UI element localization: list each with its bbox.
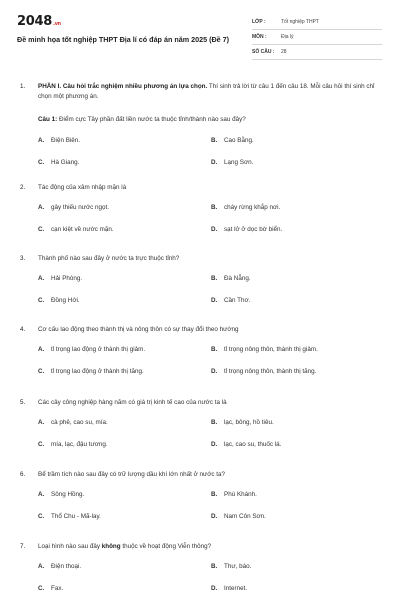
site-logo[interactable]: 2048.vn bbox=[17, 14, 61, 29]
question-block-6 bbox=[20, 470, 385, 528]
option-a[interactable]: A. Hải Phòng. bbox=[38, 275, 83, 282]
answer-options bbox=[38, 484, 385, 528]
question-text: Bể trầm tích nào sau đây có trữ lượng dầu khí lớn nhất ở nước ta? bbox=[38, 471, 226, 478]
question-block-1 bbox=[20, 82, 385, 174]
question-text: Thành phố nào sau đây ở nước ta trực thuộc tỉnh? bbox=[38, 255, 180, 262]
question-stem bbox=[20, 254, 385, 264]
question-block-7 bbox=[20, 542, 385, 600]
option-a[interactable]: A. gây thiếu nước ngọt. bbox=[38, 204, 110, 211]
question-block-2 bbox=[20, 183, 385, 241]
option-d[interactable]: D. tỉ trọng nông thôn, thành thị tăng. bbox=[211, 368, 317, 375]
question-block-3 bbox=[20, 254, 385, 312]
document-title: Đề minh họa tốt nghiệp THPT Địa lí có đáp án năm 2025 (Đề 7) bbox=[17, 35, 230, 44]
question-stem bbox=[20, 542, 385, 552]
question-number: 5. bbox=[20, 399, 26, 406]
option-a[interactable]: A. Sông Hồng. bbox=[38, 491, 85, 498]
option-b[interactable]: B. cháy rừng khắp nơi. bbox=[211, 204, 281, 211]
question-text: Tác động của xâm nhập mặn là bbox=[38, 184, 127, 191]
option-a[interactable]: A. tỉ trọng lao động ở thành thị giảm. bbox=[38, 346, 146, 353]
option-c[interactable]: C. Hà Giang. bbox=[38, 159, 80, 166]
option-c[interactable]: C. Fax. bbox=[38, 585, 64, 592]
question-stem bbox=[20, 115, 385, 125]
meta-row-count bbox=[252, 45, 382, 60]
question-block-5 bbox=[20, 398, 385, 456]
option-c[interactable]: C. mía, lạc, đậu tương. bbox=[38, 441, 108, 448]
answer-options bbox=[38, 268, 385, 312]
question-stem bbox=[20, 183, 385, 193]
question-text: Điểm cực Tây phần đất liền nước ta thuộc tỉnh/thành nào sau đây? bbox=[57, 116, 246, 123]
option-d[interactable]: D. Cần Thơ. bbox=[211, 297, 251, 304]
option-d[interactable]: D. sạt lở ở dọc bờ biển. bbox=[211, 226, 283, 233]
option-b[interactable]: B. Phú Khánh. bbox=[211, 491, 257, 498]
part-intro bbox=[20, 82, 385, 102]
question-stem bbox=[20, 398, 385, 408]
meta-value: Tốt nghiệp THPT bbox=[281, 19, 319, 25]
option-d[interactable]: D. lạc, cao su, thuốc lá. bbox=[211, 441, 282, 448]
question-number: 1. bbox=[20, 83, 26, 90]
part-intro-text: PHẦN I. Câu hỏi trắc nghiệm nhiều phương án lựa chọn. Thí sinh trả lời từ câu 1 đến câu 18. Mỗi câu hỏi thí sinh chỉ chọn một phương án. bbox=[38, 83, 375, 100]
answer-options bbox=[38, 197, 385, 241]
meta-row-subject bbox=[252, 30, 382, 45]
option-c[interactable]: C. Đồng Hới. bbox=[38, 297, 80, 304]
meta-label: SỐ CÂU : bbox=[252, 49, 275, 55]
option-b[interactable]: B. Thư, báo. bbox=[211, 563, 252, 570]
option-d[interactable]: D. Lạng Sơn. bbox=[211, 159, 254, 166]
option-d[interactable]: D. Nam Côn Sơn. bbox=[211, 513, 266, 520]
question-prefix: Câu 1: bbox=[38, 116, 58, 123]
option-c[interactable]: C. tỉ trọng lao động ở thành thị tăng. bbox=[38, 368, 144, 375]
option-c[interactable]: C. Thổ Chu - Mã-lay. bbox=[38, 513, 101, 520]
meta-label: MÔN : bbox=[252, 34, 267, 40]
option-a[interactable]: A. Điện Biên. bbox=[38, 137, 81, 144]
option-a[interactable]: A. cà phê, cao su, mía. bbox=[38, 419, 108, 426]
option-d[interactable]: D. Internet. bbox=[211, 585, 248, 592]
question-number: 3. bbox=[20, 255, 26, 262]
option-b[interactable]: B. Đà Nẵng. bbox=[211, 275, 251, 282]
answer-options bbox=[38, 412, 385, 456]
answer-options bbox=[38, 130, 385, 174]
meta-value: Địa lý bbox=[281, 34, 294, 40]
question-number: 4. bbox=[20, 326, 26, 333]
option-a[interactable]: A. Điện thoại. bbox=[38, 563, 82, 570]
question-stem bbox=[20, 470, 385, 480]
answer-options bbox=[38, 556, 385, 600]
question-number: 7. bbox=[20, 543, 26, 550]
meta-label: LỚP : bbox=[252, 19, 266, 25]
option-c[interactable]: C. cạn kiệt về nước mặn. bbox=[38, 226, 114, 233]
question-stem bbox=[20, 325, 385, 335]
option-b[interactable]: B. tỉ trọng nông thôn, thành thị giảm. bbox=[211, 346, 318, 353]
question-block-4 bbox=[20, 325, 385, 383]
question-text: Cơ cấu lao động theo thành thị và nông thôn có sự thay đổi theo hướng bbox=[38, 326, 239, 333]
meta-row-class bbox=[252, 15, 382, 30]
answer-options bbox=[38, 339, 385, 383]
option-b[interactable]: B. Cao Bằng. bbox=[211, 137, 254, 144]
question-number: 2. bbox=[20, 184, 26, 191]
meta-value: 28 bbox=[281, 49, 287, 55]
question-number: 6. bbox=[20, 471, 26, 478]
exam-meta-table bbox=[252, 15, 382, 60]
question-text: Các cây công nghiệp hàng năm có giá trị kinh tế cao của nước ta là bbox=[38, 399, 227, 406]
question-text: Loại hình nào sau đây không thuộc về hoạt động Viễn thông? bbox=[38, 543, 212, 550]
option-b[interactable]: B. lạc, bông, hồ tiêu. bbox=[211, 419, 274, 426]
